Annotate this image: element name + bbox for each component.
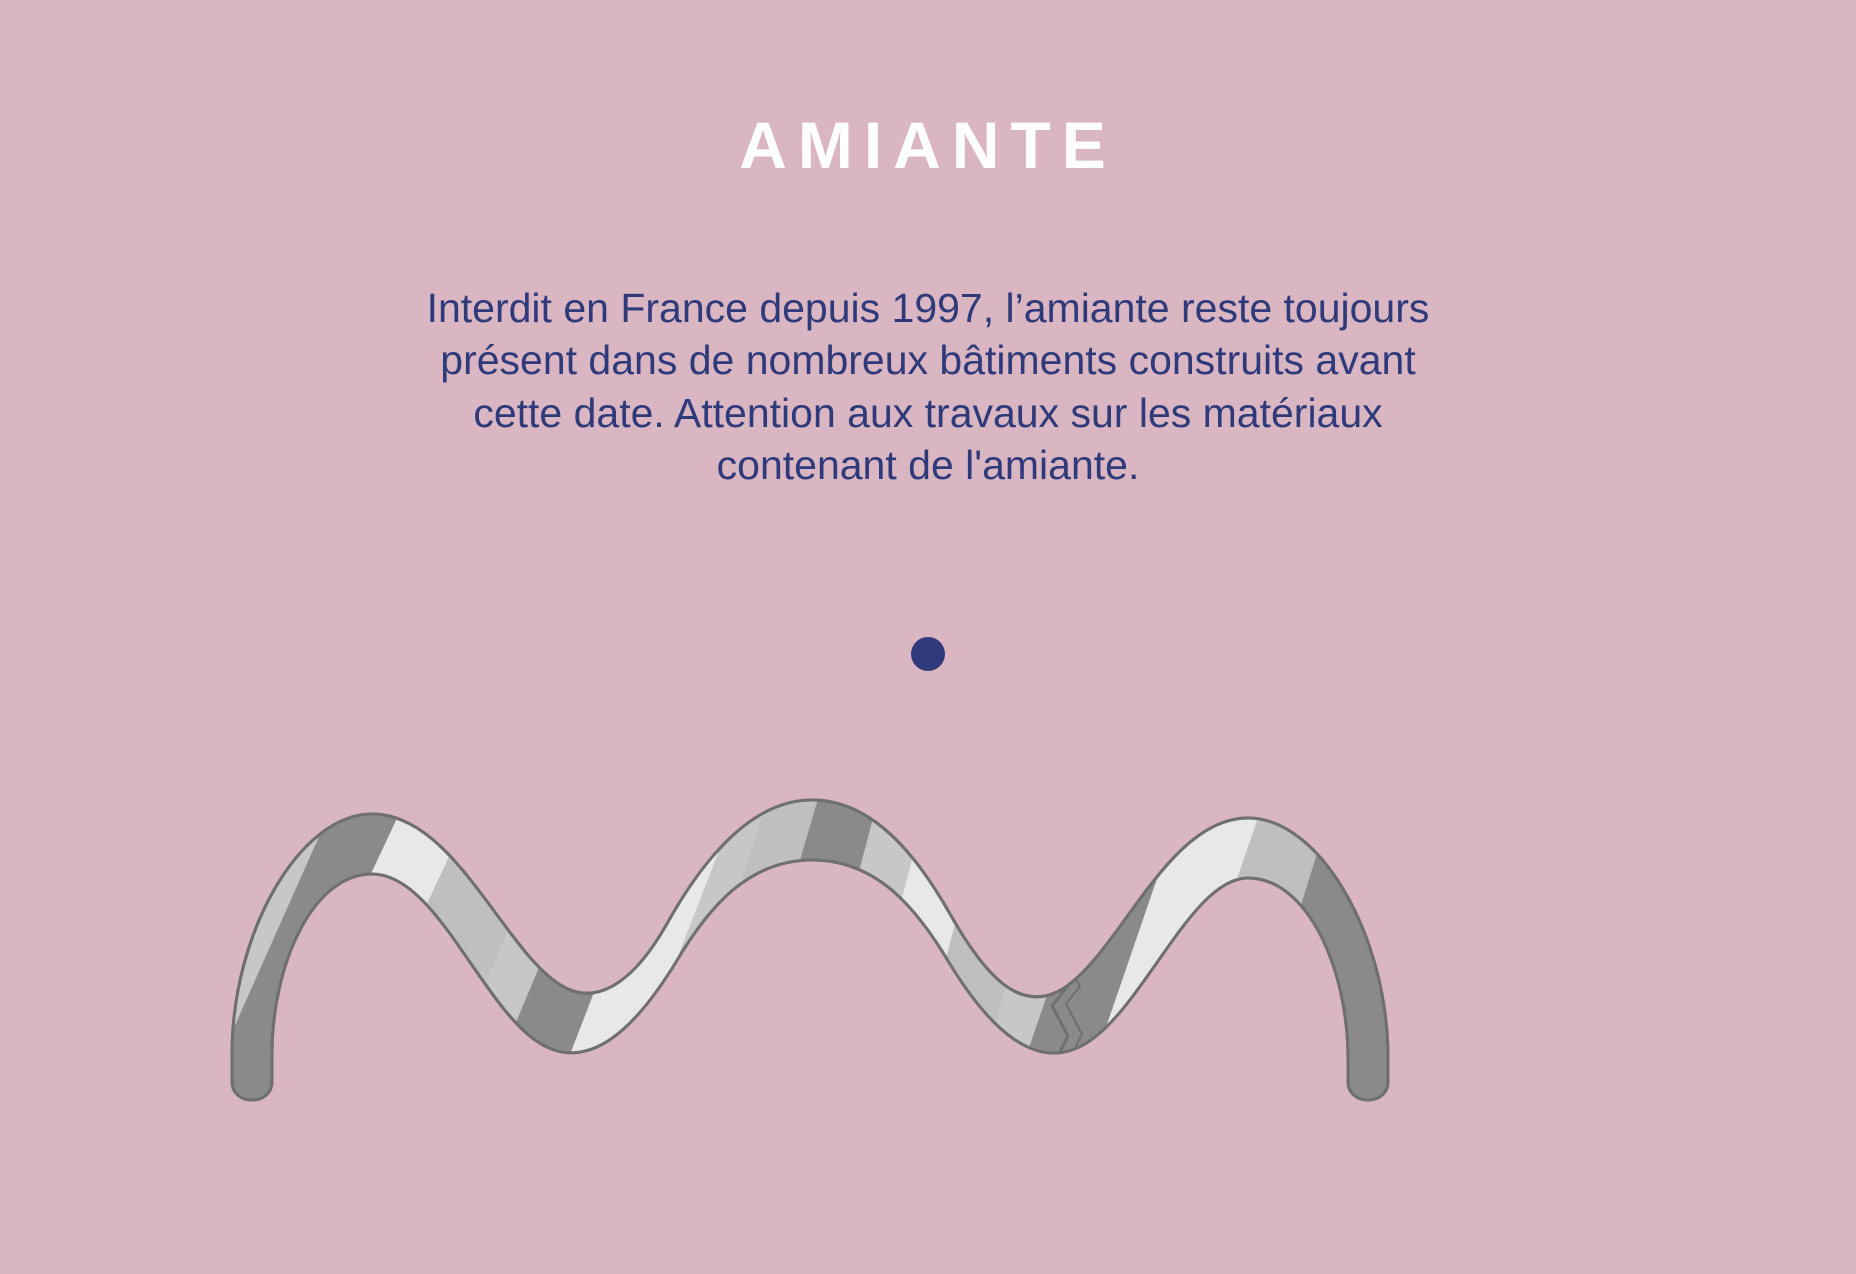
asbestos-roof-illustration bbox=[0, 792, 1856, 1132]
roof-sheet-shading bbox=[232, 792, 1420, 1132]
bullet-dot bbox=[911, 637, 945, 671]
description-text: Interdit en France depuis 1997, l’amiante reste toujours présent dans de nombreux bâtiments construits avant cette date. Attention aux travaux sur les matériaux contenant de l'amiante. bbox=[426, 285, 1430, 489]
page-title: AMIANTE bbox=[739, 108, 1117, 182]
